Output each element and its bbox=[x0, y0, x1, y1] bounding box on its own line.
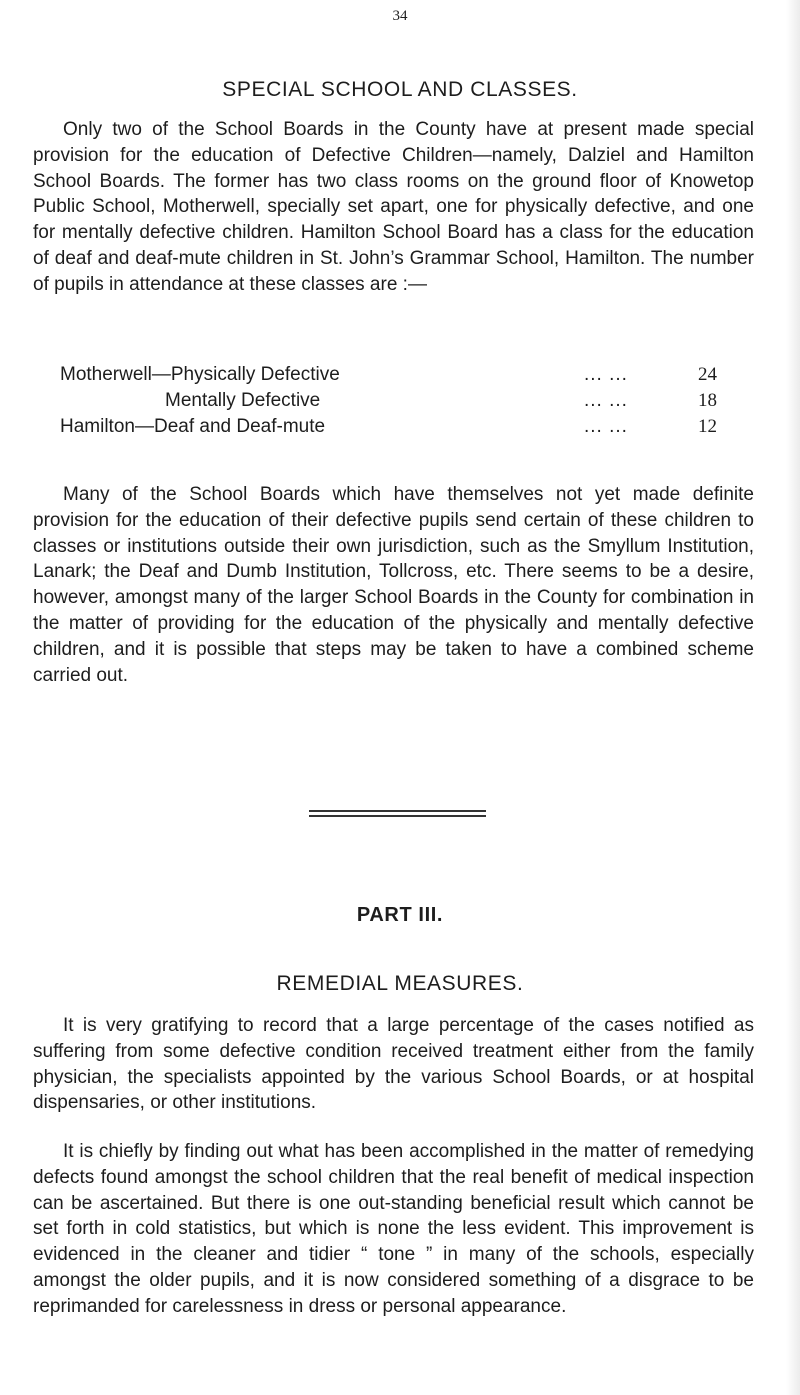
paragraph-benefit: It is chiefly by finding out what has been accomplished in the matter of remedying defects found amongst the school children that the real benefit of medical inspection can be ascertained. But there is one out-standing beneficial result which cannot be set forth in cold statistics, but which is none the less evident. This improvement is evidenced in the cleaner and tidier “ tone ” in many of the schools, especially amongst the older pupils, and it is now considered something of a disgrace to be reprimanded for carelessness in dress or personal appearance. bbox=[33, 1141, 754, 1317]
attendance-table bbox=[60, 362, 720, 440]
leader-dots: ... ... bbox=[584, 416, 628, 437]
leader-dots: ... ... bbox=[584, 390, 628, 411]
attendance-count: 24 bbox=[698, 364, 717, 385]
attendance-count: 12 bbox=[698, 416, 717, 437]
leader-dots: ... ... bbox=[584, 364, 628, 385]
section-title-remedial-measures: REMEDIAL MEASURES. bbox=[276, 972, 524, 995]
page-number: 34 bbox=[392, 8, 408, 24]
attendance-row bbox=[60, 362, 720, 388]
part-label: PART III. bbox=[356, 904, 444, 926]
paragraph-special-provision: Only two of the School Boards in the County have at present made special provision for the education of Defective Children—namely, Dalziel and Hamilton School Boards. The former has two class rooms on the ground floor of Knowetop Public School, Motherwell, specially set apart, one for physically defective, and one for mentally defective children. Hamilton School Board has a class for the education of deaf and deaf-mute children in St. John’s Grammar School, Hamilton. The number of pupils in attendance at these classes are :— bbox=[33, 119, 754, 295]
page-edge-shadow bbox=[786, 0, 800, 1395]
attendance-label: Mentally Defective bbox=[165, 390, 321, 411]
paragraph-treatment: It is very gratifying to record that a large percentage of the cases notified as suffering from some defective condition received treatment either from the family physician, the specialists appointed by the various School Boards, or at hospital dispensaries, or other institutions. bbox=[33, 1015, 754, 1114]
attendance-label: Hamilton—Deaf and Deaf-mute bbox=[60, 416, 326, 437]
section-title-special-school: SPECIAL SCHOOL AND CLASSES. bbox=[222, 78, 578, 101]
attendance-count: 18 bbox=[698, 390, 717, 411]
section-divider bbox=[309, 810, 486, 817]
attendance-row bbox=[60, 414, 720, 440]
paragraph-school-boards: Many of the School Boards which have themselves not yet made definite provision for the education of their defective pupils send certain of these children to classes or institutions outside their own jurisdiction, such as the Smyllum Institution, Lanark; the Deaf and Dumb Institution, Tollcross, etc. There seems to be a desire, however, amongst many of the larger School Boards in the County for combination in the matter of providing for the education of the physically and mentally defective children, and it is possible that steps may be taken to have a combined scheme carried out. bbox=[33, 484, 754, 686]
attendance-row bbox=[60, 388, 720, 414]
attendance-label: Motherwell—Physically Defective bbox=[60, 364, 340, 385]
